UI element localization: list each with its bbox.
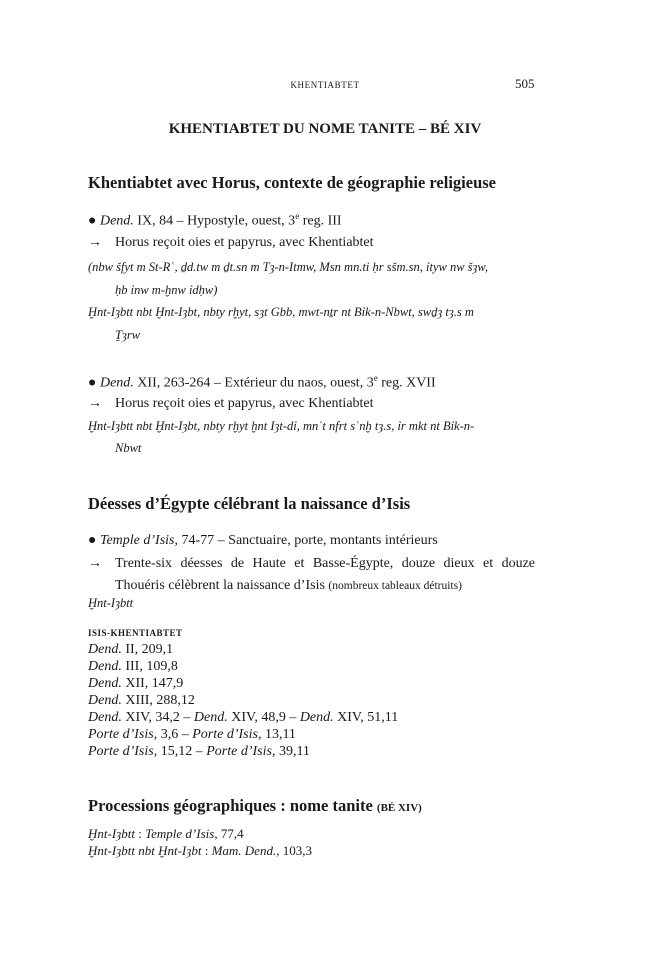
reference-line: Dend. II, 209,1 xyxy=(88,642,174,657)
reference-line: Porte d’Isis, 3,6 – Porte d’Isis, 13,11 xyxy=(88,727,296,742)
entry-description-continued: Thouéris célèbrent la naissance d’Isis (nombreux tableaux détruits) xyxy=(115,578,462,593)
reference-label: ISIS-KHENTIABTET xyxy=(88,628,183,638)
transliteration-line: Ḫnt-Iȝbtt xyxy=(88,596,134,610)
reference-line: Dend. III, 109,8 xyxy=(88,659,178,674)
entry-source: ● Dend. XII, 263-264 – Extérieur du naos, ouest, 3e reg. XVII xyxy=(88,373,436,391)
running-head: KHENTIABTET xyxy=(290,80,360,90)
page-title: KHENTIABTET DU NOME TANITE – BÉ XIV xyxy=(168,121,482,137)
entry-description: → Horus reçoit oies et papyrus, avec Khentiabtet xyxy=(88,235,374,250)
transliteration-line: Ḫnt-Iȝbtt nbt Ḫnt-Iȝbt, nbty rḫyt, sȝt Gbb, mwt-nṯr nt Bỉk-n-Nbwt, swḏȝ tȝ.s m xyxy=(88,305,474,319)
entry-source: ● Temple d’Isis, 74-77 – Sanctuaire, porte, montants intérieurs xyxy=(88,533,438,548)
reference-line: Dend. XIV, 34,2 – Dend. XIV, 48,9 – Dend. XIV, 51,11 xyxy=(88,710,399,725)
section-heading-horus: Khentiabtet avec Horus, contexte de géographie religieuse xyxy=(88,173,496,192)
transliteration-line: (nbw šfyt m St-Rʿ, ḏd.tw m ḏt.sn m Tȝ-n-Itmw, Msn mn.ti ḥr sšm.sn, ỉtyw nw šȝw, xyxy=(88,260,488,274)
transliteration-line: Nbwt xyxy=(115,441,142,455)
note: (nombreux tableaux détruits) xyxy=(328,580,462,592)
arrow-icon: → xyxy=(88,396,102,411)
transliteration-line: ḥb ỉnw m-ḫnw ỉdḥw) xyxy=(115,283,218,297)
entry-source: ● Dend. IX, 84 – Hypostyle, ouest, 3e reg. III xyxy=(88,211,342,229)
reference-line: Dend. XIII, 288,12 xyxy=(88,693,195,708)
page-number: 505 xyxy=(515,76,535,91)
reference-line: Ḫnt-Iȝbtt nbt Ḫnt-Iȝbt : Mam. Dend., 103,3 xyxy=(88,843,312,858)
reference-line: Porte d’Isis, 15,12 – Porte d’Isis, 39,11 xyxy=(88,744,310,759)
entry-description: → Trente-six déesses de Haute et Basse-Égypte, douze dieux et douze xyxy=(88,556,535,571)
reference-line: Ḫnt-Iȝbtt : Temple d’Isis, 77,4 xyxy=(88,826,244,841)
section-heading-processions: Processions géographiques : nome tanite (BÉ XIV) xyxy=(88,796,422,815)
section-heading-deesses: Déesses d’Égypte célébrant la naissance d’Isis xyxy=(88,494,411,513)
arrow-icon: → xyxy=(88,556,102,571)
reference-line: Dend. XII, 147,9 xyxy=(88,676,184,691)
transliteration-line: Ḫnt-Iȝbtt nbt Ḫnt-Iȝbt, nbty rḫyt ḫnt Iȝt-dỉ, mnʿt nfrt sʿnḫ tȝ.s, ỉr mkt nt Bỉk-n- xyxy=(88,419,475,433)
arrow-icon: → xyxy=(88,235,102,250)
entry-description: → Horus reçoit oies et papyrus, avec Khentiabtet xyxy=(88,396,374,411)
transliteration-line: Ṯȝrw xyxy=(115,328,141,342)
